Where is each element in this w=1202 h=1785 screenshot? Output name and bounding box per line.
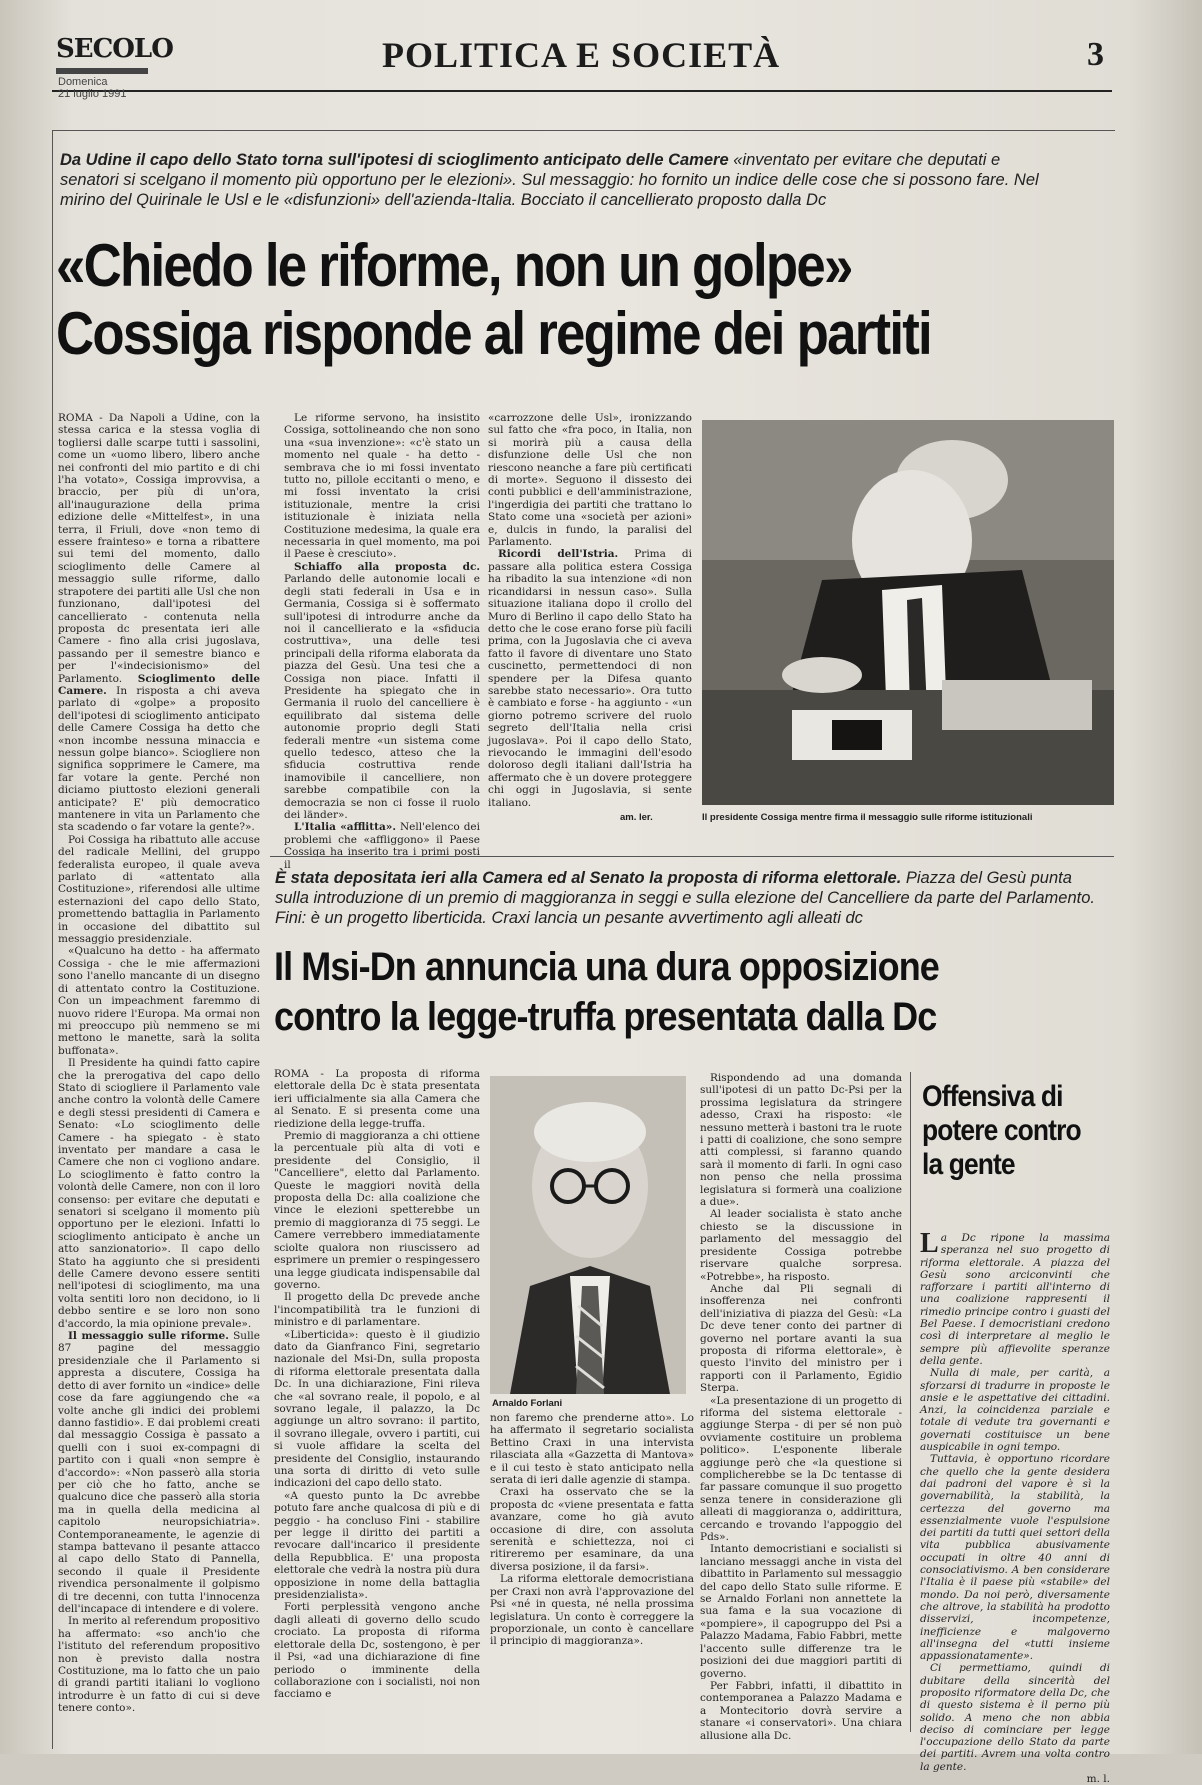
article1-col3-p2: Prima di passare alla politica estera Cossiga ha ribadito la sua intenzione «di non ricandidarsi in nessun caso». Sulla situazione italiana dopo il crollo del Muro di Berlino il capo dello Stato ha detto che le cose erano forse più facili prima, con la Jugoslavia che ci aveva fatto il favore di diventare uno Stato cuscinetto, permettendoci di non spendere per la Difesa quanto sarebbe stato necessario». Ora tutto è cambiato e forse - ha aggiunto - «un giorno potremo scrivere del ruolo segreto dell'Italia nella crisi jugoslava». Poi il capo dello Stato, rievocando le immagini dell'esodo doloroso degli italiani dall'Istria ha affermato che è un dovere proteggere chi oggi in Jugoslavia, si sente italiano. xyxy=(488,548,693,809)
article1-col1-p4: «Qualcuno ha detto - ha affermato Cossiga - che le mie affermazioni sono l'anello mancante di un disegno di attentato contro la Costituzione. Con un impeachment faremmo di nuovo ridere l'Europa. Ma ormai non mi preoccupo più nemmeno se mi mettono le manette, sarà la solita buffonata». xyxy=(58,945,260,1057)
article2-headline-line2: contro la legge-truffa presentata dalla Dc xyxy=(274,995,937,1039)
article1-subhead-schiaffo: Schiaffo alla proposta dc. xyxy=(294,560,480,573)
article2-kicker xyxy=(275,868,1095,928)
article1-subhead-scioglimento: Scioglimento delle Camere. xyxy=(58,672,260,697)
article2-kicker-bold: È stata depositata ieri alla Camera ed al Senato la proposta di riforma elettorale. xyxy=(275,869,902,887)
article1-headline-line1: «Chiedo le riforme, non un golpe» xyxy=(56,232,852,299)
article1-col2-p2: Parlando delle autonomie locali e degli stati federali in Usa e in Germania, Cossiga si è soffermato sull'ipotesi di introdurre anche da noi il cancellierato e la «sfiducia costruttiva», una delle tesi principali della riforma elaborata da piazza del Gesù. Una tesi che a Cossiga non piace. Infatti il Presidente ha spiegato che in Germania il ruolo del cancelliere è equilibrato dal sistema delle autonomie proprio degli Stati federali mentre «un sistema come quello tedesco, atteso che la sfiducia costruttiva rende inamovibile il cancelliere, non sarebbe compatibile con la democrazia se non ci fosse il ruolo dei länder». xyxy=(284,573,480,821)
article1-col3-p1: «carrozzone delle Usl», ironizzando sul fatto che «fra poco, in Italia, non si morirà più a causa della disfunzione delle Usl che non riescono neanche a fare più certificati di morte». Seguono il dissesto dei conti pubblici e dell'amministrazione, l'ingerdigia dei partiti che trattano lo Stato come una «società per azioni» e, dulcis in fundo, la paralisi del Parlamento. xyxy=(488,412,692,549)
photo2-caption: Arnaldo Forlani xyxy=(492,1398,563,1409)
article1-kicker-rest: «inventato per evitare che deputati e senatori si scelgano il momento più opportuno per le elezioni». Sul messaggio: ho fornito un indice delle cose che si possono fare. Nel mirino del Quirinale le Usl e le «disfunzioni» dell'azienda-Italia. Bocciato il cancellierato proposto dalla Dc xyxy=(60,151,1039,209)
article1-byline: am. ler. xyxy=(620,812,653,823)
section-title: POLITICA E SOCIETÀ xyxy=(382,35,781,75)
article1-subhead-messaggio: Il messaggio sulle riforme. xyxy=(68,1330,229,1343)
article1-col1-p3: Poi Cossiga ha ribattuto alle accuse del radicale Mellini, del gruppo federalista europeo, il quale aveva parlato di «attentato alla Costituzione», riferendosi alle ultime esternazioni del capo dello Stato, promettendo battaglia in Parlamento in occasione del dibattito sul messaggio presidenziale. xyxy=(58,833,260,946)
sidebar-p4: Ci permettiamo, quindi di dubitare della sincerità del proposito riformatore della Dc, che di questo sistema è il perno più solido. A meno che non abbia deciso di cominciare per legge l'occupazione dello Stato da parte dei partiti. Avrem una volta contro la gente. xyxy=(920,1662,1110,1773)
article2-col2-p3: La riforma elettorale democristiana per Craxi non avrà l'approvazione del Psi «né in questa, né nella prossima legislatura. Un conto è correggere la proporzionale, un conto è cancellare il principio di maggioranza». xyxy=(490,1573,694,1648)
article1-subhead-istria: Ricordi dell'Istria. xyxy=(498,548,619,561)
article1-col1-p7: In merito al referendum propositivo ha affermato: «so anch'io che l'istituto del referendum propositivo non è previsto dalla nostra Costituzione, ma lo fatto che un paio di grandi partiti italiani lo vogliono introdurre è un fatto di cui si deve tenere conto». xyxy=(58,1615,260,1715)
article2-col1-p3: Il progetto della Dc prevede anche l'incompatibilità tra le funzioni di ministro e di parlamentare. xyxy=(274,1291,480,1329)
article2-col1-p5: «A questo punto la Dc avrebbe potuto fare anche qualcosa di più e di peggio - ha concluso Fini - stabilire per legge il diritto dei partiti a revocare dall'incarico il presidente della Repubblica. E' una proposta elettorale che vedrà la nostra più dura opposizione in nome della battaglia presidenzialista». xyxy=(274,1489,480,1602)
article2-col3-p4: «La presentazione di un progetto di riforma del sistema elettorale - aggiunge Sterpa - di per sé non può ovviamente costituire un problema politico». L'esponente liberale aggiunge però che «la questione si complicherebbe se la Dc tentasse di far passare comunque il suo progetto senza tenere in considerazione gli alleati di maggioranza o, addirittura, cercando e trovando l'appoggio del Pds». xyxy=(700,1394,902,1544)
article2-col2-p2: Craxi ha osservato che se la proposta dc «viene presentata e fatta avanzare, come ho già avuto occasione di dire, con assoluta serenità e schiettezza, noi ci ritireremo per esaminare, da una diversa posizione, il da farsi». xyxy=(490,1486,694,1573)
article1-col1-p1: ROMA - Da Napoli a Udine, con la stessa carica e la stessa voglia di togliersi dalle scarpe tutti i sassolini, come un «uomo libero, libero anche nei confronti del mio partito e di chi l'ha votato», Cossiga improvvisa, a braccio, per più di un'ora, all'inaugurazione della prima edizione delle «Mittelfest», in una terra, il Friuli, dove «non temo di essere frainteso» e torna a ribattere sui temi del momento, dallo scioglimento delle Camere al messaggio sulle riforme, dallo strapotere dei partiti alle Usl che non funzionano, dall'ipotesi del cancellierato - contenuta nella proposta dc presentata ieri alle Camere - fino alla crisi jugoslava, passando per il semestre bianco e per l'«indecisionismo» del Parlamento. xyxy=(58,412,260,685)
photo-cossiga-signing xyxy=(702,420,1114,805)
sidebar-p2: Nulla di male, per carità, a sforzarsi di tradurre in proposte le ansie e le aspettative dei cittadini. Anzi, la coincidenza parziale e totale di vedute tra governanti e governati costituisce un bene auspicabile in ogni tempo. xyxy=(920,1367,1110,1454)
article2-col1-p6: Forti perplessità vengono anche dagli alleati di governo dello scudo crociato. La proposta di riforma elettorale della Dc, sostengono, è per il Psi, «ad una dichiarazione di fine periodo o imminente della collaborazione con i socialisti, noi non facciamo e xyxy=(274,1601,480,1701)
article1-column-1 xyxy=(58,412,260,1738)
article2-col3-p6: Per Fabbri, infatti, il dibattito in contemporanea a Palazzo Madama e a Montecitorio dovrà servire a stanare «i conservatori». Una chiara allusione alla Dc. xyxy=(700,1679,902,1742)
article1-headline xyxy=(56,232,989,368)
article1-kicker xyxy=(60,150,1060,210)
issue-date xyxy=(58,76,127,100)
sidebar-dropcap: L xyxy=(920,1228,939,1259)
sidebar-signature: m. l. xyxy=(1086,1773,1110,1785)
article2-column-3 xyxy=(700,1072,902,1742)
article1-col2-p1: Le riforme servono, ha insistito Cossiga, sottolineando che non sono una «sua invenzione»: «c'è stato un momento nel quale - ha detto - sembrava che io mi fossi inventato tutto no, pillole eccitanti o meno, e mi fossi inventato la crisi istituzionale, mentre la crisi istituzionale è iniziata nella Costituzione medesima, la quale era necessaria in quel momento, ma poi il Paese è cresciuto». xyxy=(284,412,480,561)
article2-col3-p1: Rispondendo ad una domanda sull'ipotesi di un patto Dc-Psi per la prossima legislatura da stringere adesso, Craxi ha risposto: «le nessuno metterà i bastoni tra le ruote i patti di coalizione, che sono sempre atti complessi, si faranno quando sarà il momento di farli. In ogni caso non penso che nella prossima legislatura si formerà una coalizione a due». xyxy=(700,1072,902,1209)
article2-top-rule xyxy=(270,856,1114,857)
article1-col1-p5: Il Presidente ha quindi fatto capire che la prerogativa del capo dello Stato di sciogliere il Parlamento vale anche contro la volontà delle Camere e degli stessi presidenti di Camera e Senato: «Lo scioglimento delle Camere - ha spiegato - è stato inventato per mandare a casa le Camere che non ci vogliono andare. Lo scioglimento è fatto contro la volontà delle Camere, non con il loro consenso: per evitare che deputati e senatori si scelgano il momento più opportuno per le elezioni. Infatti lo scioglimento anticipato è anche un atto sanzionatorio». Il capo dello Stato ha aggiunto che si presidenti delle Camere devono essere sentiti nell'ipotesi di scioglimento, ma una volta sentiti loro non decidono, io li debbo sentire e se loro non sono d'accordo, la mia opinione prevale». xyxy=(58,1057,260,1330)
article1-column-3 xyxy=(488,412,693,809)
date-full: 21 luglio 1991 xyxy=(58,88,127,100)
article1-subhead-italia: L'Italia «afflitta». xyxy=(294,821,397,834)
article2-headline xyxy=(274,942,1084,1042)
sidebar-p3: Tuttavia, è opportuno ricordare che quello che la gente desidera dai padroni del vapore è sì la governabilità, la stabilità, la certezza del governo ma essenzialmente vuole l'espulsione dei partiti da tutti quei settori della vita pubblica abusivamente occupati in oltre 40 anni di consociativismo. A ben considerare l'Italia è il paese più «stabile» del mondo. Da noi però, diversamente che altrove, la stabilità ha prodotto disservizi, incompetenze, inefficienze e malgoverno all'insegna del «tutti insieme appassionatamente». xyxy=(920,1453,1110,1663)
newspaper-logo: SECOLO xyxy=(56,34,173,64)
sidebar-text xyxy=(920,1228,1110,1785)
article2-col1-p2: Premio di maggioranza a chi ottiene la percentuale più alta di voti e presidente del Consiglio, il "Cancelliere", eletto dal Parlamento. Queste le maggiori novità della proposta della Dc: alla coalizione che vince le elezioni spetterebbe un premio di maggioranza di 75 seggi. Le Camere verrebbero immediatamente sciolte qualora non riuscissero ad esprimere un premier o respingessero una legge giudicata indispensabile dal governo. xyxy=(274,1130,480,1291)
photo-forlani-illustration xyxy=(490,1076,686,1394)
logo-underline xyxy=(56,68,148,74)
photo-cossiga-illustration xyxy=(702,420,1114,805)
article2-col1-p1: ROMA - La proposta di riforma elettorale della Dc è stata presentata ieri ufficialmente sia alla Camera che al Senato. E si presenta come una riedizione della legge-truffa. xyxy=(274,1068,480,1130)
sidebar-title: Offensiva di potere contro la gente xyxy=(922,1080,1081,1181)
sidebar-p1: a Dc ripone la massima speranza nel suo progetto di riforma elettorale. A piazza del Gesù sono arciconvinti che rafforzare i partiti all'interno di una coalizione rappresenti il rimedio principe contro i guasti del Bel Paese. I democristiani credono così di interpretare al meglio le sempre più affievolite speranze della gente. xyxy=(920,1232,1110,1367)
article2-column-1 xyxy=(274,1068,480,1738)
date-weekday: Domenica xyxy=(58,76,108,88)
photo-forlani xyxy=(490,1076,686,1394)
photo1-caption: Il presidente Cossiga mentre firma il messaggio sulle riforme istituzionali xyxy=(702,812,1033,823)
article2-col3-p3: Anche dal Pli segnali di insofferenza nei confronti dell'iniziativa di piazza del Gesù: «La Dc deve tener conto dei partner di governo nel portare avanti la sua proposta di riforma elettorale», è questo l'invito del ministro per i rapporti con il Parlamento, Egidio Sterpa. xyxy=(700,1282,902,1395)
page-number: 3 xyxy=(1087,36,1104,73)
article2-kicker-rest: Piazza del Gesù punta sulla introduzione di un premio di maggioranza in seggi e sulla elezione del Cancelliere da parte del Parlamento. Fini: è un progetto liberticida. Craxi lancia un pesante avvertimento agli alleati dc xyxy=(275,869,1095,927)
article2-col3-p5: Intanto democristiani e socialisti si lanciano messaggi anche in vista del dibattito in Parlamento sul messaggio del capo dello Stato sulle riforme. E se Arnaldo Forlani non annettete la sua fama e la sua vocazione di «pompiere», il capogruppo del Psi a Palazzo Madama, Fabio Fabbri, mette l'accento sulle differenze tra le posizioni dei due maggiori partiti di governo. xyxy=(700,1543,902,1680)
article2-column-2 xyxy=(490,1412,694,1738)
article1-kicker-bold: Da Udine il capo dello Stato torna sull'ipotesi di scioglimento anticipato delle Camere xyxy=(60,151,729,169)
article2-col2-p1: non faremo che prenderne atto». Lo ha affermato il segretario socialista Bettino Craxi in una intervista rilasciata alla «Gazzetta di Mantova» e il cui testo è stato anticipato nella serata di ieri dalle agenzie di stampa. xyxy=(490,1412,694,1487)
article1-headline-line2: Cossiga risponde al regime dei partiti xyxy=(56,300,931,367)
article2-col3-p2: Al leader socialista è stato anche chiesto se la discussione in parlamento del messaggio del presidente Cossiga potrebbe riservare qualche sorpresa. «Potrebbe», ha risposto. xyxy=(700,1208,902,1283)
article1-col1-p2: In risposta a chi aveva parlato di «golpe» a proposito dell'ipotesi di scioglimento anticipato delle Camere Cossiga ha detto che «non incombe nessuna minaccia e nessun golpe bianco». Sciogliere non significa sopprimere le Camere, ma far votare la gente. Perché non diciamo piuttosto elezioni generali anticipate? E' più democratico mantenere in vita un Parlamento che sta scadendo o far votare la gente?». xyxy=(58,684,260,834)
article2-col1-p4: «Liberticida»: questo è il giudizio dato da Gianfranco Fini, segretario nazionale del Msi-Dn, sulla proposta di riforma elettorale presentata dalla Dc. In una dichiarazione, Fini rileva che «al sovrano reale, il popolo, e al sovrano legale, il palazzo, la Dc aggiunge un altro sovrano: il partito, il sovrano illegale, ovvero i partiti, cui si vuole affidare la scelta del presidente del Consiglio, instaurando una sorta di diritto di veto sulle indicazioni del capo dello stato. xyxy=(274,1328,480,1490)
article1-col1-p6: Sulle 87 pagine del messaggio presidenziale che il Parlamento si appresta a discutere, Cossiga ha detto di aver fornito un «indice» delle cose da fare aggiungendo che «a volte anche gli indici dei problemi danno fastidio». E dai problemi creati dal messaggio Cossiga è passato a quelli con i suoi ex-compagni di partito con i quali «non sempre è d'accordo»: «Non passerò alla storia per ciò che ho fatto, anche se qualcuno dice che passerò alla storia ma in quella della medicina al capitolo neuropsichiatria». Contemporaneamente, le agenzie di stampa battevano il pesante attacco al capo dello Stato di Pannella, secondo il quale il Presidente rivendica personalmente il golpismo di tre decenni, con tutta l'innocenza dell'incapace di intendere e di volere. xyxy=(58,1330,260,1615)
article2-headline-line1: Il Msi-Dn annuncia una dura opposizione xyxy=(274,945,939,989)
masthead xyxy=(52,28,1112,100)
article1-column-2 xyxy=(284,412,480,871)
article1-col2-p3: Nell'elenco dei problemi che «affliggono» il Paese Cossiga ha inserito tra i primi posti il xyxy=(284,821,480,871)
